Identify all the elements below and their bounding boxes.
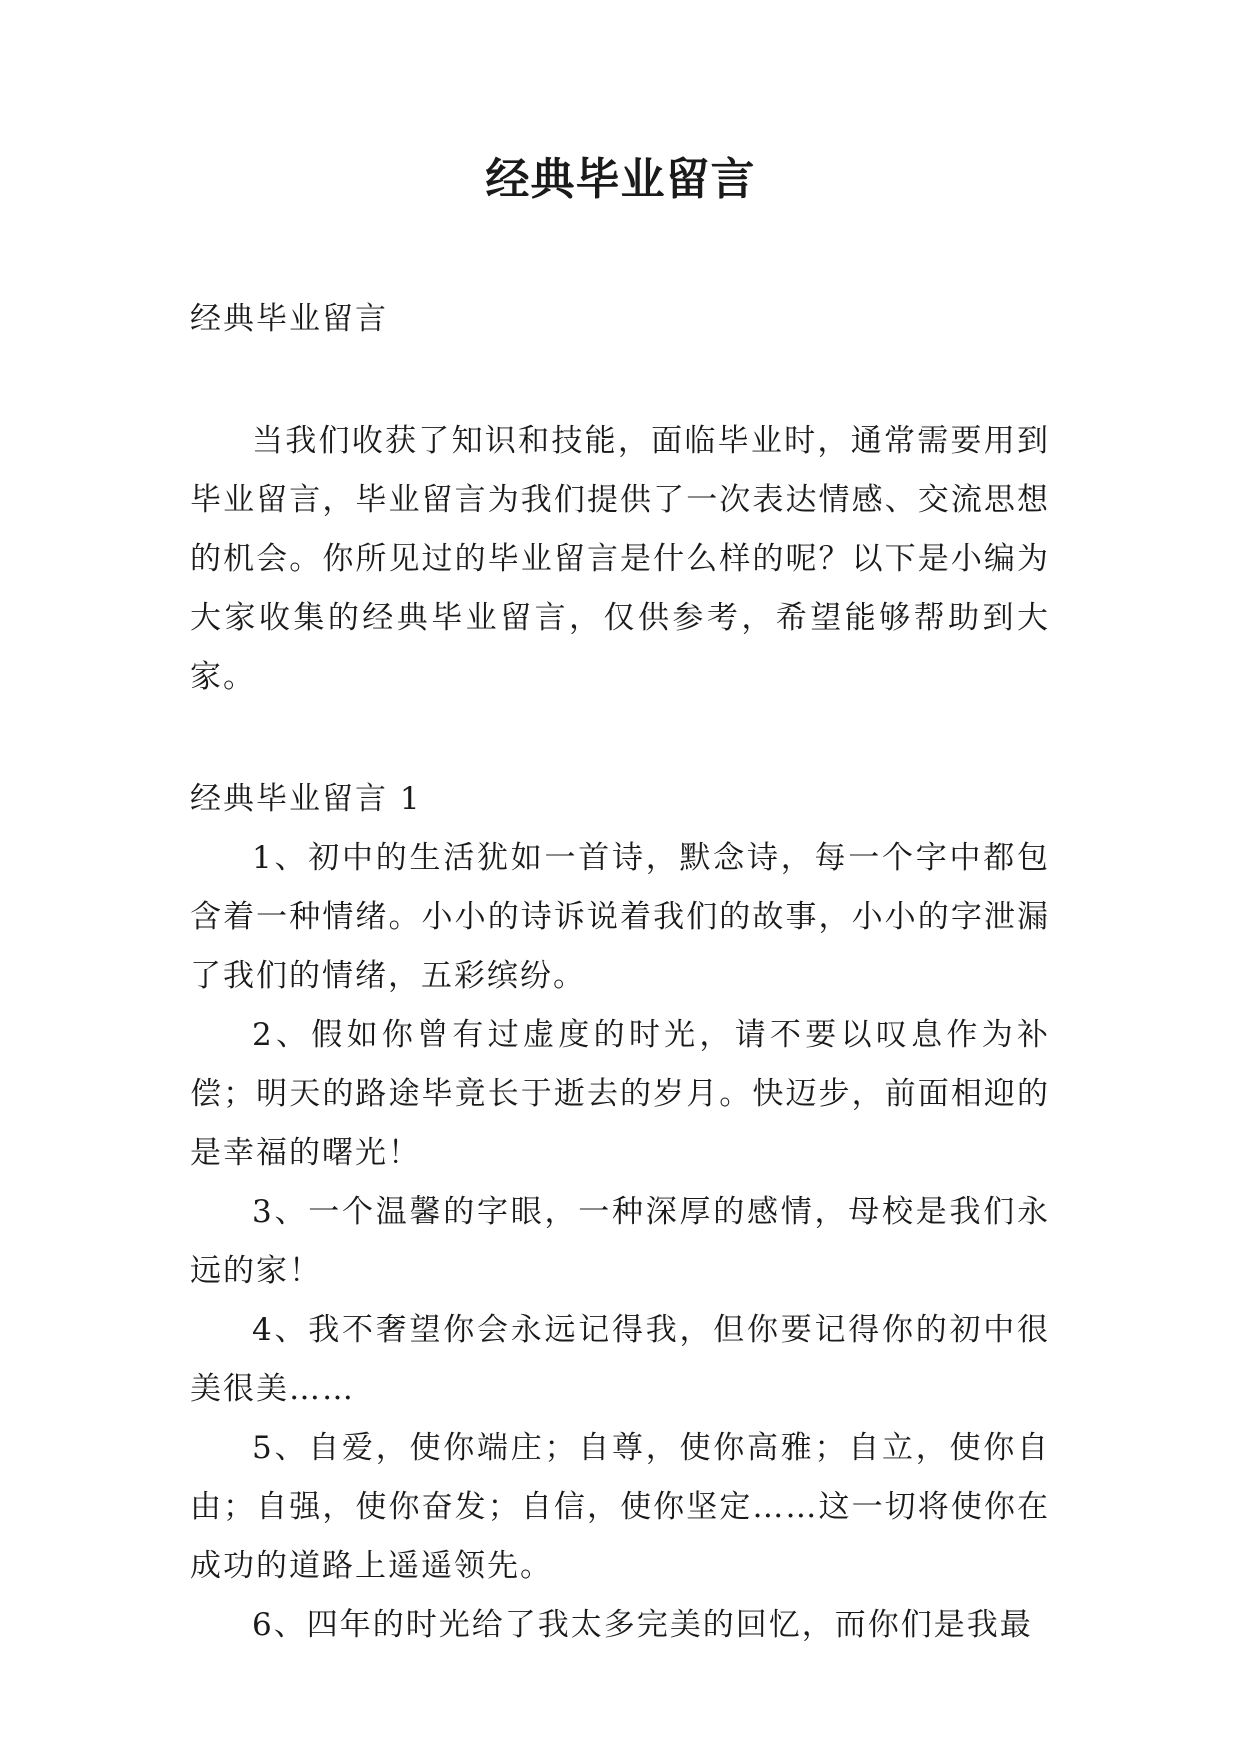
list-item: 3、一个温馨的字眼，一种深厚的感情，母校是我们永远的家！: [190, 1194, 1050, 1289]
list-item: 2、假如你曾有过虚度的时光，请不要以叹息作为补偿；明天的路途毕竟长于逝去的岁月。快迈步，前面相迎的是幸福的曙光！: [190, 1017, 1050, 1171]
list-item: 5、自爱，使你端庄；自尊，使你高雅；自立，使你自由；自强，使你奋发；自信，使你坚定……这一切将使你在成功的道路上遥遥领先。: [190, 1430, 1050, 1584]
document-title: 经典毕业留言: [485, 154, 756, 205]
list-item: 4、我不奢望你会永远记得我，但你要记得你的初中很美很美……: [190, 1312, 1050, 1407]
list-item: 1、初中的生活犹如一首诗，默念诗，每一个字中都包含着一种情绪。小小的诗诉说着我们的故事，小小的字泄漏了我们的情绪，五彩缤纷。: [190, 840, 1050, 994]
list-item: 6、四年的时光给了我太多完美的回忆，而你们是我最: [252, 1607, 1033, 1643]
intro-paragraph: 当我们收获了知识和技能，面临毕业时，通常需要用到毕业留言，毕业留言为我们提供了一次表达情感、交流思想的机会。你所见过的毕业留言是什么样的呢？以下是小编为大家收集的经典毕业留言，仅供参考，希望能够帮助到大家。: [190, 423, 1050, 695]
document-subtitle: 经典毕业留言: [190, 301, 388, 337]
section-heading: 经典毕业留言 1: [190, 781, 422, 817]
document-body: [190, 290, 1050, 1655]
